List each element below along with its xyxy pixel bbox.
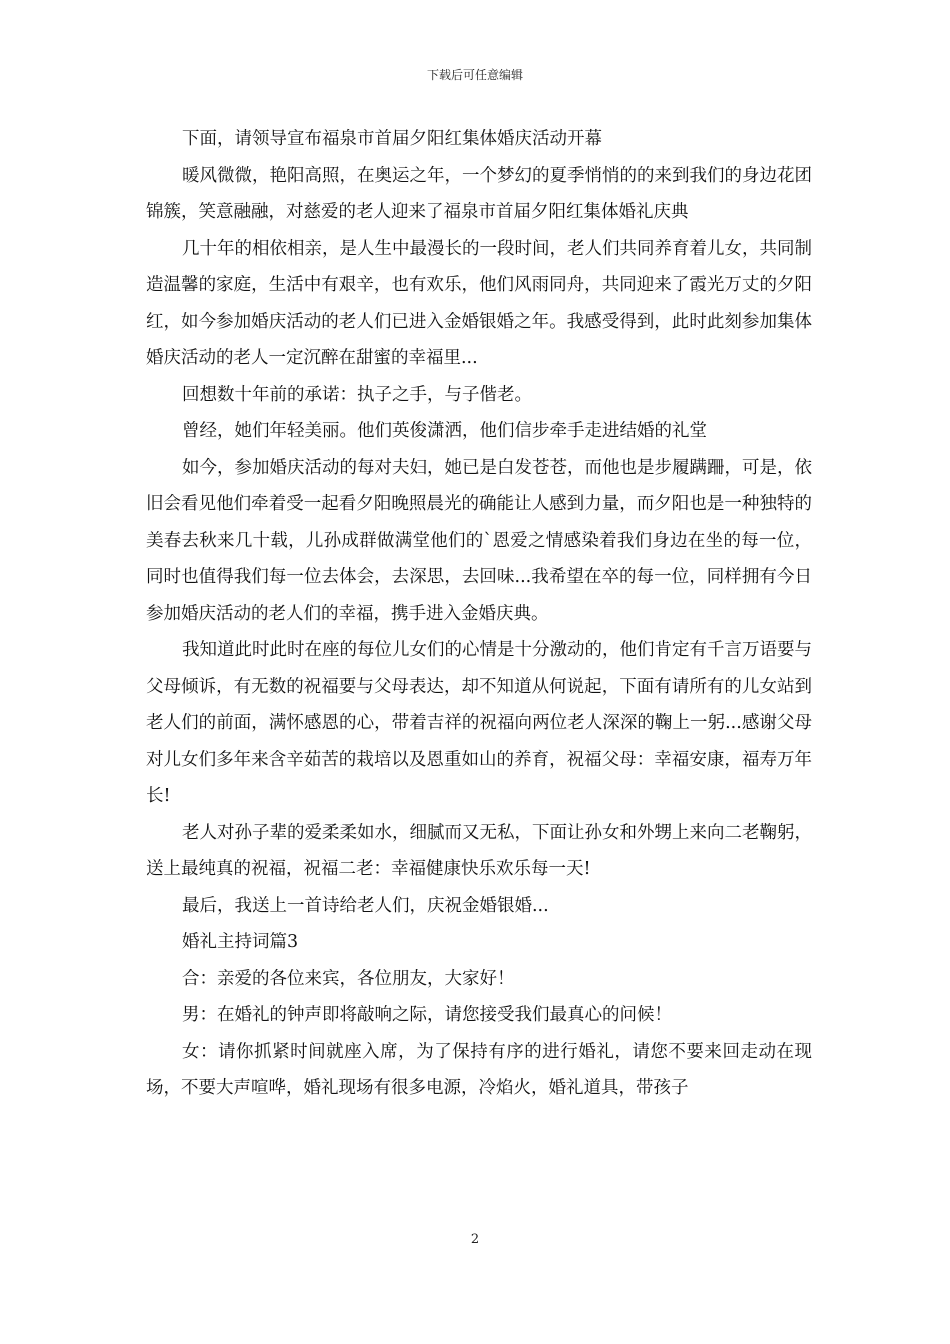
paragraph: 回想数十年前的承诺：执子之手，与子偕老。	[182, 384, 532, 405]
paragraph: 曾经，她们年轻美丽。他们英俊潇洒，他们信步牵手走进结婚的礼堂	[182, 421, 707, 441]
paragraph: 我知道此时此时在座的每位儿女们的心情是十分激动的，他们肯定有千言万语要与父母倾诉，有无数的祝福要与父母表达，却不知道从何说起，下面有请所有的儿女站到老人们的前面，满怀感恩的心，带着吉祥的祝福向两位老人深深的鞠上一躬...感谢父母对儿女们多年来含辛茹苦的栽培以及恩重如山的养育，祝福父母：幸福安康，福寿万年长!	[146, 640, 812, 806]
paragraph: 几十年的相依相亲，是人生中最漫长的一段时间，老人们共同养育着儿女，共同制造温馨的家庭，生活中有艰辛，也有欢乐，他们风雨同舟，共同迎来了霞光万丈的夕阳红，如今参加婚庆活动的老人们已进入金婚银婚之年。我感受得到，此时此刻参加集体婚庆活动的老人一定沉醉在甜蜜的幸福里...	[146, 238, 812, 368]
document-body	[146, 121, 812, 1107]
paragraph: 男：在婚礼的钟声即将敲响之际，请您接受我们最真心的问候！	[182, 1005, 672, 1025]
paragraph: 最后，我送上一首诗给老人们，庆祝金婚银婚...	[182, 895, 549, 916]
paragraph: 合：亲爱的各位来宾，各位朋友，大家好！	[182, 968, 515, 989]
page-header-note: 下载后可任意编辑	[426, 68, 523, 82]
paragraph: 如今，参加婚庆活动的每对夫妇，她已是白发苍苍，而他也是步履蹒跚，可是，依旧会看见他们牵着受一起看夕阳晚照晨光的确能让人感到力量，而夕阳也是一种独特的美春去秋来几十载，儿孙成群做满堂他们的`恩爱之情感染着我们身边在坐的每一位，同时也值得我们每一位去体会，去深思，去回味...我希望在卒的每一位，同样拥有今日参加婚庆活动的老人们的幸福，携手进入金婚庆典。	[146, 457, 812, 624]
paragraph: 女：请你抓紧时间就座入席，为了保持有序的进行婚礼，请您不要来回走动在现场，不要大声喧哗，婚礼现场有很多电源，冷焰火，婚礼道具，带孩子	[146, 1041, 812, 1098]
paragraph: 老人对孙子辈的爱柔柔如水，细腻而又无私，下面让孙女和外甥上来向二老鞠躬，送上最纯真的祝福，祝福二老：幸福健康快乐欢乐每一天!	[146, 822, 812, 879]
section-heading: 婚礼主持词篇3	[182, 932, 299, 952]
page-number: 2	[470, 1232, 480, 1247]
paragraph: 下面，请领导宣布福泉市首届夕阳红集体婚庆活动开幕	[182, 129, 602, 149]
paragraph: 暖风微微，艳阳高照，在奥运之年，一个梦幻的夏季悄悄的的来到我们的身边花团锦簇，笑意融融，对慈爱的老人迎来了福泉市首届夕阳红集体婚礼庆典	[146, 165, 812, 222]
